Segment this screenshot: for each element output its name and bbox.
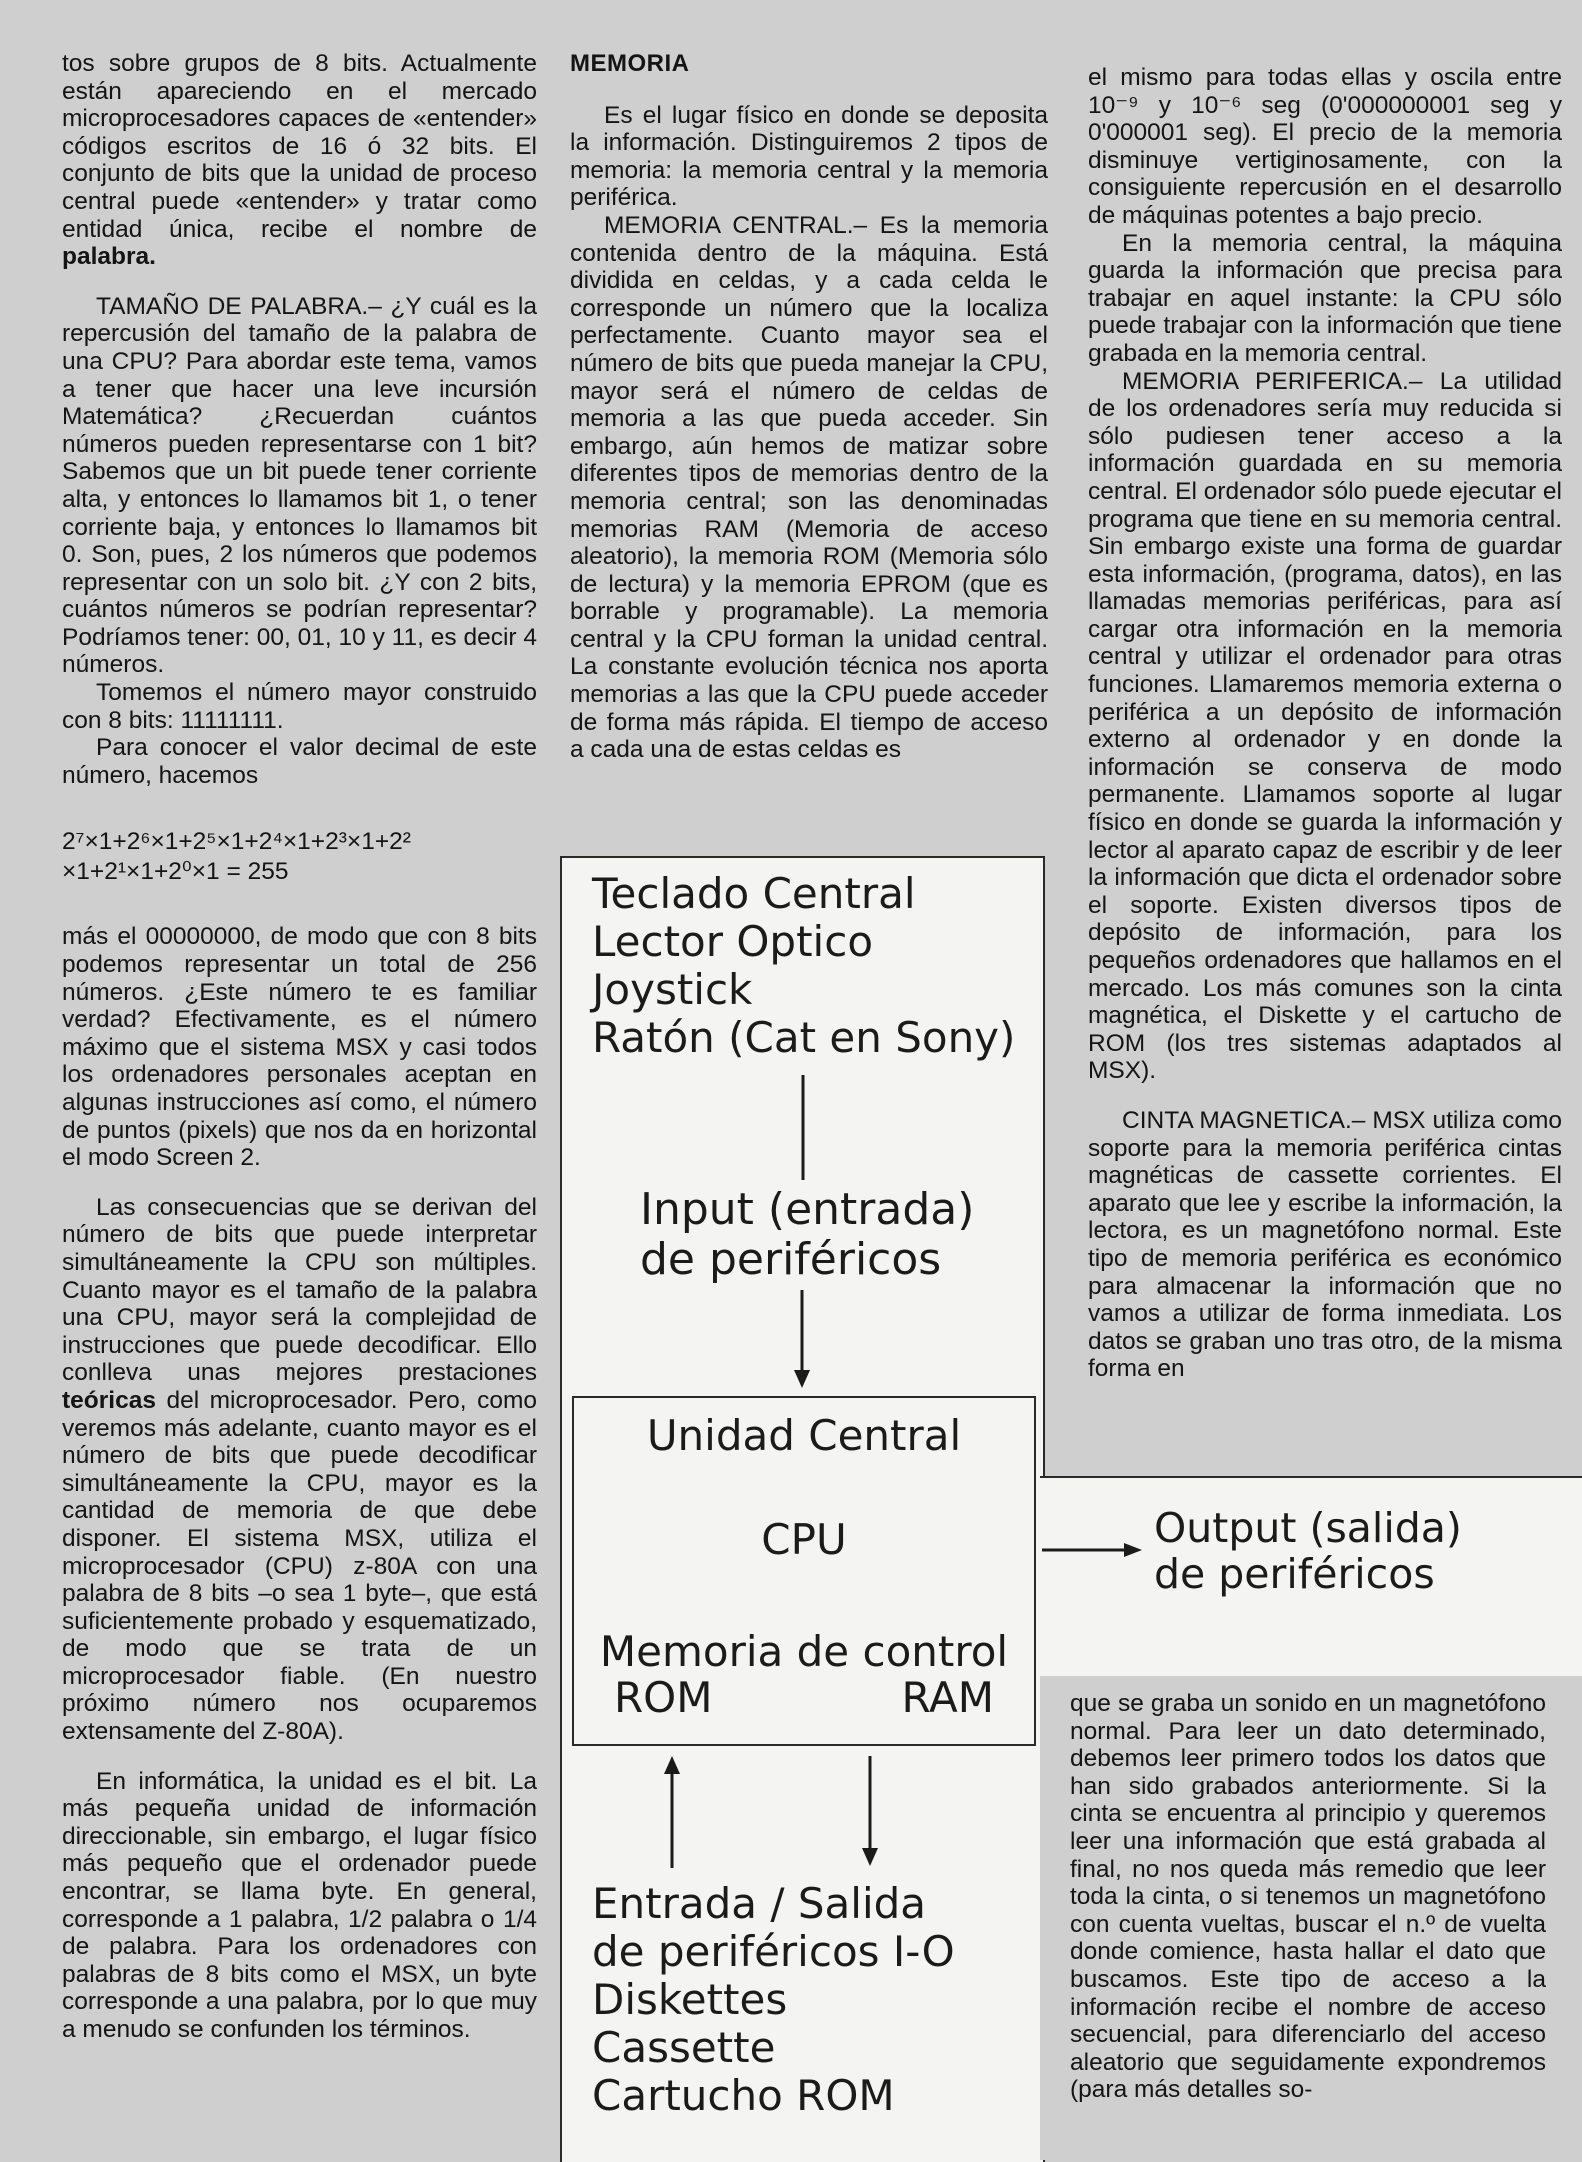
input-device: Teclado Central bbox=[592, 869, 916, 918]
paragraph: Las consecuencias que se derivan del número de bits que puede interpretar simultáneamente la CPU son múltiples. Cuanto mayor es el tamaño de la palabra una CPU, mayor será la complejidad de instrucciones que puede decodificar. Ello conlleva unas mejores prestaciones teóricas del microprocesador. Pero, como veremos más adelante, cuanto mayor es el número de bits que puede decodificar simultáneamente la CPU, mayor es la cantidad de memoria de que debe disponer. El sistema MSX, utiliza el microprocesador (CPU) z-80A con una palabra de 8 bits –o sea 1 byte–, que está suficientemente probado y esquematizado, de modo que se trata de un microprocesador fiable. (En nuestro próximo número nos ocuparemos extensamente del Z-80A). bbox=[62, 1193, 538, 1746]
ram-label: RAM bbox=[901, 1673, 994, 1722]
paragraph: TAMAÑO DE PALABRA.– ¿Y cuál es la repercusión del tamaño de la palabra de una CPU? Para abordar este tema, vamos a tener que hacer una leve incursión Matemática? ¿Recuerdan cuántos números pueden representarse con 1 bit? Sabemos que un bit puede tener corriente alta, y entonces lo llamamos bit 1, o tener corriente baja, y entonces lo llamamos bit 0. Son, pues, 2 los números que podemos representar con un solo bit. ¿Y con 2 bits, cuántos números se podrían representar? Podríamos tener: 00, 01, 10 y 11, es decir 4 números. bbox=[62, 292, 537, 679]
paragraph: En la memoria central, la máquina guarda la información que precisa para trabajar en aquel instante: la CPU sólo puede trabajar con la información que tiene grabada en la memoria central. bbox=[1088, 229, 1562, 367]
formula bbox=[62, 827, 537, 887]
paragraph: tos sobre grupos de 8 bits. Actualmente están apareciendo en el mercado microprocesadores capaces de «entender» códigos escritos de 16 ó 32 bits. El conjunto de bits que la unidad de proceso central puede «entender» y tratar como entidad única, recibe el nombre de palabra. bbox=[62, 50, 537, 271]
section-heading: MEMORIA bbox=[570, 50, 690, 77]
paragraph: Para conocer el valor decimal de este número, hacemos bbox=[62, 734, 537, 789]
paragraph: Es el lugar físico en donde se deposita la información. Distinguiremos 2 tipos de memoria: la memoria central y la memoria periférica. bbox=[570, 101, 1048, 212]
down-arrow-icon bbox=[858, 1756, 882, 1868]
paragraph: En informática, la unidad es el bit. La más pequeña unidad de información direccionable, sin embargo, el lugar físico más pequeño que el ordenador puede encontrar, se llama byte. En general, corresponde a 1 palabra, 1/2 palabra o 1/4 de palabra. Para los ordenadores con palabras de 8 bits como el MSX, un byte corresponde a una palabra, por lo que muy a menudo se confunden los términos. bbox=[62, 1767, 537, 2043]
input-label: Input (entrada) de periféricos bbox=[640, 1184, 975, 1285]
input-device: Lector Optico bbox=[592, 917, 874, 966]
paragraph: Tomemos el número mayor construido con 8 bits: 11111111. bbox=[62, 679, 537, 734]
formula-line-2: ×1+2¹×1+2⁰×1 = 255 bbox=[62, 858, 289, 886]
column-1 bbox=[62, 50, 537, 2044]
input-device: Ratón (Cat en Sony) bbox=[592, 1013, 1016, 1062]
io-device: Entrada / Salida bbox=[592, 1879, 927, 1928]
io-device: Cassette bbox=[592, 2023, 776, 2072]
io-device: Cartucho ROM bbox=[592, 2071, 895, 2120]
cpu-box: CPU bbox=[572, 1472, 1036, 1608]
io-device: de periféricos I-O bbox=[592, 1927, 955, 1976]
memory-control-label: Memoria de control bbox=[599, 1627, 1009, 1676]
rom-label: ROM bbox=[614, 1673, 713, 1722]
input-device: Joystick bbox=[592, 965, 753, 1014]
column-2 bbox=[570, 50, 1048, 764]
paragraph: más el 00000000, de modo que con 8 bits podemos representar un total de 256 números. ¿Este número te es familiar verdad? Efectivamente, es el número máximo que el sistema MSX y casi todos los ordenadores personales aceptan en algunas instrucciones así como, el número de puntos (pixels) que nos da en horizontal el modo Screen 2. bbox=[62, 923, 537, 1172]
io-device: Diskettes bbox=[592, 1975, 788, 2024]
bold-term: palabra. bbox=[62, 243, 156, 271]
bold-term: teóricas bbox=[62, 1386, 156, 1414]
right-arrow-icon bbox=[1042, 1540, 1142, 1560]
io-devices-list bbox=[592, 1880, 955, 2120]
paragraph: que se graba un sonido en un magnetófono normal. Para leer un dato determinado, debemos leer primero todos los datos que han sido grabados anteriormente. Si la cinta se encuentra al principio y queremos leer una información que está grabada al final, no nos queda más remedio que leer toda la cinta, o si tenemos un magnetófono con cuenta vueltas, buscar el n.º de vuelta donde comience, hasta hallar el dato que buscamos. Este tipo de acceso a la información recibe el nombre de acceso secuencial, para diferenciarlo del acceso aleatorio que seguidamente expondremos (para más detalles so- bbox=[1070, 1690, 1546, 2104]
up-arrow-icon bbox=[660, 1756, 684, 1868]
down-arrow-icon bbox=[790, 1290, 814, 1390]
paragraph: CINTA MAGNETICA.– MSX utiliza como soporte para la memoria periférica cintas magnéticas de cassette corrientes. El aparato que lee y escribe la información, la lectora, es un magnetófono normal. Este tipo de memoria periférica es económico para almacenar la información que no vamos a utilizar de forma inmediata. Los datos se graban uno tras otro, de la misma forma en bbox=[1088, 1106, 1562, 1383]
connector-line bbox=[796, 1075, 810, 1180]
unidad-central-box: Unidad Central bbox=[572, 1396, 1036, 1474]
paragraph: MEMORIA CENTRAL.– Es la memoria contenida dentro de la máquina. Está dividida en celdas, y a cada celda le corresponde un número que la localiza perfectamente. Cuanto mayor sea el número de bits que pueda manejar la CPU, mayor será el número de celdas de memoria a las que pueda acceder. Sin embargo, aún hemos de matizar sobre diferentes tipos de memorias dentro de la memoria central; son las denominadas memorias RAM (Memoria de acceso aleatorio), la memoria ROM (Memoria sólo de lectura) y la memoria EPROM (que es borrable y programable). La memoria central y la CPU forman la unidad central. La constante evolución técnica nos aporta memorias a las que la CPU puede acceder de forma más rápida. El tiempo de acceso a cada una de estas celdas es bbox=[570, 211, 1048, 764]
memory-control-box bbox=[572, 1606, 1036, 1746]
memory-types bbox=[614, 1675, 994, 1721]
formula-line-1: 2⁷×1+2⁶×1+2⁵×1+2⁴×1+2³×1+2² bbox=[62, 828, 411, 856]
input-devices-list bbox=[592, 870, 1015, 1062]
column-3-upper bbox=[1088, 64, 1562, 1383]
paragraph: MEMORIA PERIFERICA.– La utilidad de los ordenadores sería muy reducida si sólo pudiesen tener acceso a la información guardada en su memoria central. El ordenador sólo puede ejecutar el programa que tiene en su memoria central. Sin embargo existe una forma de guardar esta información, (programa, datos), en las llamadas memorias periféricas, para así cargar otra información en la memoria central y utilizar el ordenador para otras funciones. Llamaremos memoria externa o periférica a un depósito de información externo al ordenador y en donde la información se conserva de modo permanente. Llamamos soporte al lugar físico en donde se guarda la información y lector al aparato capaz de escribir y de leer la información que dicta el ordenador sobre el soporte. Existen diversos tipos de depósito de información, para los pequeños ordenadores que hallamos en el mercado. Los más comunes son la cinta magnética, el Diskette y el cartucho de ROM (los tres sistemas adaptados al MSX). bbox=[1088, 367, 1562, 1085]
paragraph: el mismo para todas ellas y oscila entre 10⁻⁹ y 10⁻⁶ seg (0'000000001 seg y 0'000001 seg). El precio de la memoria disminuye vertiginosamente, con la consiguiente repercusión en el desarrollo de máquinas potentes a bajo precio. bbox=[1088, 64, 1562, 229]
output-label: Output (salida) de periféricos bbox=[1154, 1504, 1462, 1598]
column-3-lower bbox=[1070, 1690, 1546, 2104]
